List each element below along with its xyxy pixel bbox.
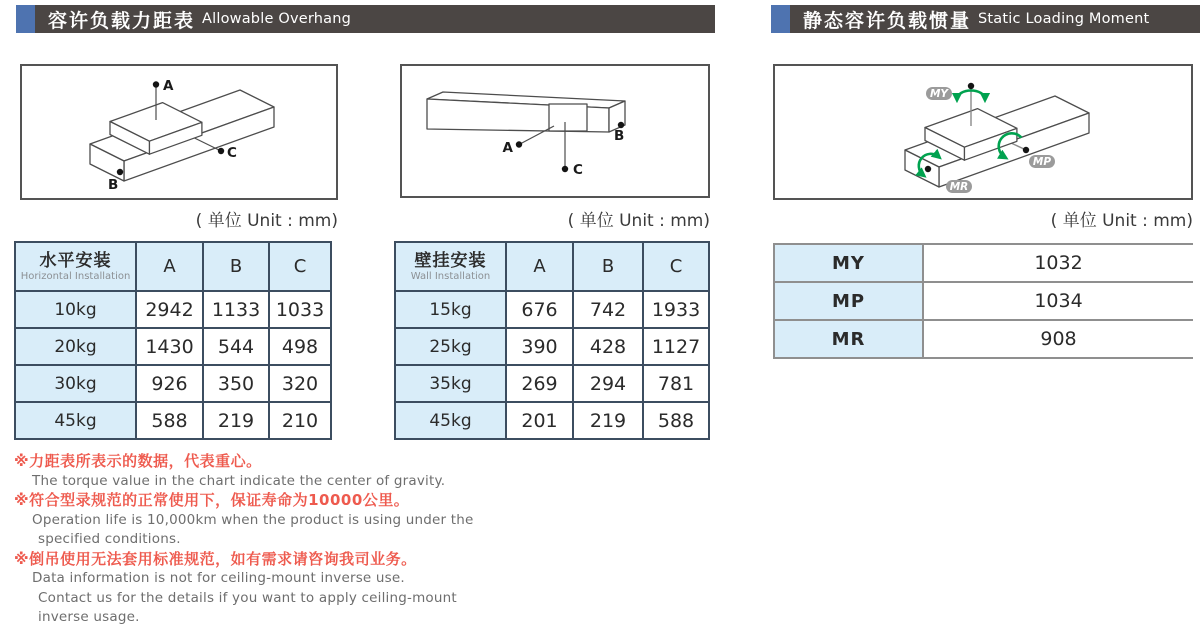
value-cell: 588 bbox=[643, 402, 709, 439]
horizontal-installation-diagram bbox=[22, 66, 336, 198]
section-header-moment bbox=[771, 5, 1200, 33]
moment-value-cell: 1034 bbox=[923, 282, 1193, 320]
note-en-line: inverse usage. bbox=[38, 609, 140, 625]
mr-axis-dot bbox=[925, 166, 931, 172]
point-a-label: A bbox=[163, 78, 174, 94]
value-cell: 201 bbox=[506, 402, 573, 439]
table-row bbox=[774, 244, 1193, 282]
moment-label-cell: MP bbox=[774, 282, 923, 320]
note-en-line: Contact us for the details if you want to apply ceiling-mount bbox=[38, 589, 457, 606]
value-cell: 219 bbox=[203, 402, 269, 439]
slider-block bbox=[549, 104, 587, 131]
header-title-en: Static Loading Moment bbox=[978, 11, 1150, 27]
table-wall-installation bbox=[394, 241, 710, 440]
point-a-dot bbox=[153, 81, 159, 87]
mr-badge-label: MR bbox=[949, 181, 969, 193]
moment-label-cell: MR bbox=[774, 320, 923, 358]
value-cell: 1430 bbox=[136, 328, 203, 365]
unit-label: ( 单位 Unit : mm) bbox=[195, 211, 338, 231]
point-c-dot bbox=[562, 166, 568, 172]
my-axis-dot bbox=[968, 83, 974, 89]
header-title-en: Allowable Overhang bbox=[202, 11, 352, 27]
value-cell: 428 bbox=[573, 328, 643, 365]
column-header-c: C bbox=[269, 242, 331, 291]
header-title-zh: 容许负载力距表 bbox=[48, 9, 196, 32]
wall-installation-diagram bbox=[402, 66, 708, 196]
moment-value-cell: 1032 bbox=[923, 244, 1193, 282]
section-header-overhang bbox=[16, 5, 715, 33]
my-badge-label: MY bbox=[929, 88, 949, 100]
mp-badge-label: MP bbox=[1032, 156, 1052, 168]
load-cell: 10kg bbox=[15, 291, 136, 328]
value-cell: 544 bbox=[203, 328, 269, 365]
diagram-box-moment bbox=[773, 64, 1193, 200]
table-static-moment bbox=[773, 243, 1193, 359]
value-cell: 2942 bbox=[136, 291, 203, 328]
note-item bbox=[14, 550, 554, 628]
table-row bbox=[15, 328, 331, 365]
table-horizontal-installation bbox=[14, 241, 332, 440]
point-b-label: B bbox=[108, 177, 119, 193]
table-title-en: Wall Installation bbox=[410, 271, 491, 282]
point-c-label: C bbox=[227, 145, 237, 161]
table-title-zh: 水平安装 bbox=[39, 251, 112, 271]
diagram-box-wall bbox=[400, 64, 710, 198]
table-row bbox=[395, 365, 709, 402]
table-title-en: Horizontal Installation bbox=[20, 271, 131, 282]
table-row bbox=[774, 282, 1193, 320]
note-item bbox=[14, 452, 554, 491]
moment-value-cell: 908 bbox=[923, 320, 1193, 358]
value-cell: 1133 bbox=[203, 291, 269, 328]
note-item bbox=[14, 491, 554, 550]
mp-axis-dot bbox=[1023, 147, 1029, 153]
value-cell: 210 bbox=[269, 402, 331, 439]
header-bar bbox=[790, 5, 1200, 33]
load-cell: 30kg bbox=[15, 365, 136, 402]
load-cell: 15kg bbox=[395, 291, 506, 328]
diagram-box-horizontal bbox=[20, 64, 338, 200]
point-a-dot bbox=[516, 141, 522, 147]
table-row bbox=[15, 402, 331, 439]
mr-badge bbox=[946, 180, 972, 193]
point-c-label: C bbox=[573, 162, 583, 178]
table-row bbox=[774, 320, 1193, 358]
table-row bbox=[395, 328, 709, 365]
column-header-b: B bbox=[203, 242, 269, 291]
note-en-line: Data information is not for ceiling-mount inverse use. bbox=[32, 570, 405, 586]
point-c-dot bbox=[218, 148, 224, 154]
note-en-line: Operation life is 10,000km when the product is using under the bbox=[32, 511, 474, 528]
value-cell: 390 bbox=[506, 328, 573, 365]
table-row bbox=[395, 402, 709, 439]
point-b-dot bbox=[117, 169, 123, 175]
unit-label: ( 单位 Unit : mm) bbox=[567, 211, 710, 231]
value-cell: 294 bbox=[573, 365, 643, 402]
note-zh: ※符合型录规范的正常使用下，保证寿命为10000公里。 bbox=[14, 491, 410, 509]
accent-square bbox=[16, 5, 35, 33]
column-header-a: A bbox=[506, 242, 573, 291]
value-cell: 926 bbox=[136, 365, 203, 402]
table-corner-header bbox=[395, 242, 506, 291]
value-cell: 588 bbox=[136, 402, 203, 439]
value-cell: 1033 bbox=[269, 291, 331, 328]
load-cell: 25kg bbox=[395, 328, 506, 365]
table-row bbox=[395, 291, 709, 328]
value-cell: 269 bbox=[506, 365, 573, 402]
footnotes bbox=[14, 452, 554, 628]
note-en-line: specified conditions. bbox=[38, 531, 181, 547]
my-badge bbox=[926, 87, 952, 100]
note-zh: ※倒吊使用无法套用标准规范，如有需求请咨询我司业务。 bbox=[14, 549, 417, 568]
column-header-a: A bbox=[136, 242, 203, 291]
note-zh: ※力距表所表示的数据，代表重心。 bbox=[14, 452, 262, 470]
table-row bbox=[15, 291, 331, 328]
header-title-zh: 静态容许负载惯量 bbox=[803, 9, 972, 32]
unit-label: ( 单位 Unit : mm) bbox=[1050, 211, 1193, 231]
value-cell: 320 bbox=[269, 365, 331, 402]
header-bar bbox=[35, 5, 715, 33]
rail-wireframe bbox=[427, 92, 625, 132]
table-title-zh: 壁挂安装 bbox=[414, 251, 487, 271]
value-cell: 350 bbox=[203, 365, 269, 402]
load-cell: 35kg bbox=[395, 365, 506, 402]
note-en-line: The torque value in the chart indicate the center of gravity. bbox=[32, 472, 446, 489]
point-a-label: A bbox=[502, 140, 513, 156]
column-header-c: C bbox=[643, 242, 709, 291]
moment-label-cell: MY bbox=[774, 244, 923, 282]
load-cell: 20kg bbox=[15, 328, 136, 365]
value-cell: 498 bbox=[269, 328, 331, 365]
table-corner-header bbox=[15, 242, 136, 291]
load-cell: 45kg bbox=[395, 402, 506, 439]
point-b-label: B bbox=[614, 128, 625, 144]
value-cell: 1933 bbox=[643, 291, 709, 328]
value-cell: 1127 bbox=[643, 328, 709, 365]
table-row bbox=[15, 365, 331, 402]
value-cell: 781 bbox=[643, 365, 709, 402]
value-cell: 219 bbox=[573, 402, 643, 439]
column-header-b: B bbox=[573, 242, 643, 291]
value-cell: 676 bbox=[506, 291, 573, 328]
mp-badge bbox=[1029, 155, 1055, 168]
value-cell: 742 bbox=[573, 291, 643, 328]
load-cell: 45kg bbox=[15, 402, 136, 439]
static-moment-diagram bbox=[775, 66, 1191, 198]
accent-square bbox=[771, 5, 790, 33]
